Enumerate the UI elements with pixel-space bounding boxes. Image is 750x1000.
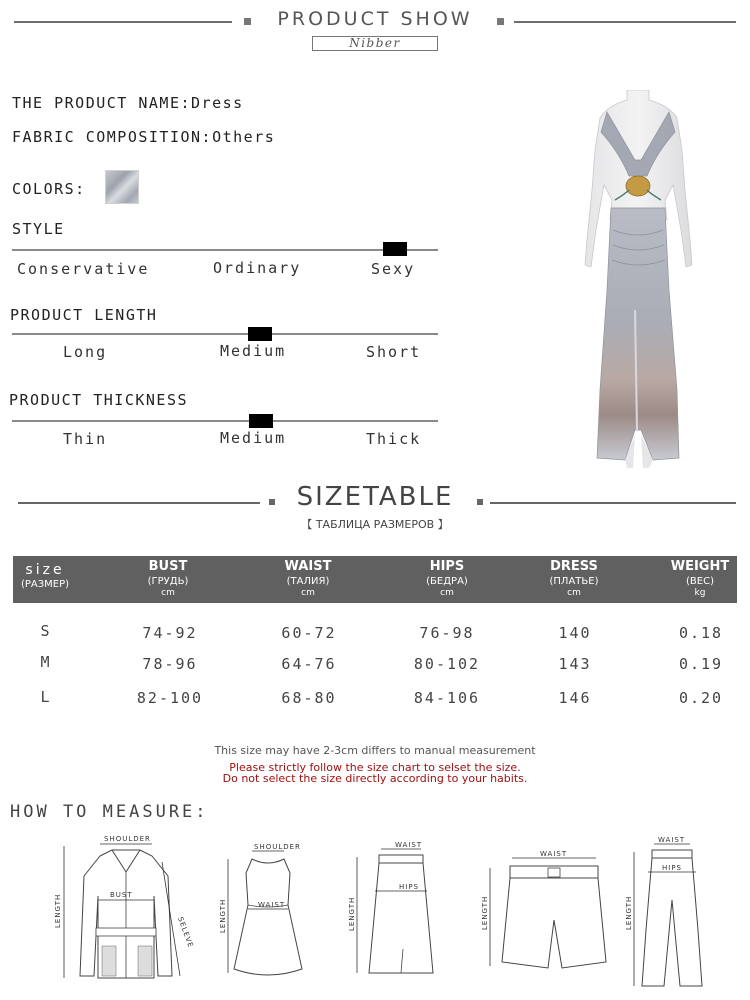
label-shoulder: SHOULDER: [104, 835, 151, 843]
col-bust: [133, 556, 203, 603]
col-size-name: size: [25, 562, 65, 578]
label-waist: WAIST: [395, 841, 423, 849]
label-length: LENGTH: [481, 895, 489, 930]
col-dress-name: DRESS: [550, 559, 598, 574]
thickness-title: PRODUCT THICKNESS: [9, 391, 189, 409]
label-shoulder: SHOULDER: [254, 843, 301, 851]
col-hips-ru: (БЕДРА): [426, 576, 468, 587]
note-measurement: This size may have 2-3cm differs to manual measurement: [214, 744, 536, 757]
sizetable-bullet-left: [269, 499, 275, 505]
sizetable-subtitle: 【 ТАБЛИЦА РАЗМЕРОВ 】: [301, 518, 449, 531]
thickness-option-thin: Thin: [63, 430, 108, 448]
product-name-value: Dress: [191, 94, 244, 112]
col-size-ru: (РАЗМЕР): [20, 579, 70, 590]
col-waist-name: WAIST: [284, 559, 332, 574]
col-bust-name: BUST: [148, 559, 188, 574]
col-hips: [411, 556, 483, 603]
table-cell-dress: 143: [558, 655, 592, 673]
header-rule-right: [514, 21, 736, 23]
table-cell-weight: 0.19: [678, 655, 724, 673]
sizetable-header: [0, 482, 750, 532]
fabric-label: FABRIC COMPOSITION:: [12, 128, 213, 146]
style-title: STYLE: [12, 220, 65, 238]
sizetable-title: SIZETABLE: [296, 482, 454, 512]
table-cell-size: M: [40, 653, 52, 671]
col-weight-name: WEIGHT: [670, 559, 730, 574]
label-waist: WAIST: [258, 901, 286, 909]
fabric-value: Others: [212, 128, 276, 146]
table-cell-hips: 76-98: [419, 624, 475, 642]
sizetable-bullet-right: [477, 499, 483, 505]
length-title: PRODUCT LENGTH: [10, 306, 158, 324]
table-cell-waist: 60-72: [281, 624, 337, 642]
table-cell-bust: 74-92: [142, 624, 198, 642]
col-bust-ru: (ГРУДЬ): [147, 576, 189, 587]
col-weight-unit: kg: [694, 588, 706, 598]
table-cell-dress: 140: [558, 624, 592, 642]
product-show-header: [0, 8, 750, 58]
thickness-option-medium: Medium: [220, 429, 287, 447]
label-waist: WAIST: [658, 836, 686, 844]
col-waist: [272, 556, 344, 603]
table-cell-bust: 82-100: [136, 689, 204, 707]
shorts-diagram: [478, 850, 618, 984]
sizetable-rule-right: [490, 502, 736, 504]
style-option-ordinary: Ordinary: [213, 259, 302, 277]
table-cell-hips: 80-102: [413, 655, 481, 673]
length-option-short: Short: [366, 343, 422, 361]
note-warning-2: Do not select the size directly according to your habits.: [222, 772, 528, 785]
how-to-measure-title: HOW TO MEASURE:: [10, 802, 209, 822]
col-weight: [663, 556, 737, 603]
label-bust: BUST: [110, 891, 133, 899]
col-waist-ru: (ТАЛИЯ): [286, 576, 330, 587]
header-title: PRODUCT SHOW: [277, 8, 473, 30]
colors-label: COLORS:: [12, 180, 86, 198]
table-cell-dress: 146: [558, 689, 592, 707]
brand-label: Nibber: [312, 36, 438, 51]
col-size: [13, 556, 77, 603]
note-warning-1: Please strictly follow the size chart to selset the size.: [229, 761, 521, 774]
table-cell-weight: 0.20: [678, 689, 724, 707]
col-hips-unit: cm: [440, 588, 454, 598]
label-length: LENGTH: [348, 896, 356, 931]
table-cell-hips: 84-106: [413, 689, 481, 707]
label-length: LENGTH: [54, 893, 62, 928]
table-cell-waist: 68-80: [281, 689, 337, 707]
label-length: LENGTH: [625, 895, 633, 930]
table-cell-weight: 0.18: [678, 624, 724, 642]
product-name-label: THE PRODUCT NAME:: [12, 94, 192, 112]
product-name-row: [12, 94, 244, 112]
table-cell-waist: 64-76: [281, 655, 337, 673]
length-option-medium: Medium: [220, 342, 287, 360]
header-rule-left: [14, 21, 232, 23]
product-photo[interactable]: [545, 90, 730, 470]
fabric-row: [12, 128, 275, 146]
col-bust-unit: cm: [161, 588, 175, 598]
pants-diagram: [622, 836, 722, 994]
size-table-header-row: [13, 556, 737, 603]
col-dress: [539, 556, 609, 603]
label-hips: HIPS: [662, 864, 682, 872]
table-cell-size: L: [40, 688, 52, 706]
thickness-selector: [249, 414, 273, 428]
color-swatch[interactable]: [105, 170, 139, 204]
header-bullet-right: [497, 18, 504, 25]
length-scale-line: [12, 333, 438, 335]
table-cell-size: S: [40, 622, 52, 640]
col-weight-ru: (ВЕС): [686, 576, 714, 587]
sizetable-rule-left: [18, 502, 260, 504]
style-scale-line: [12, 249, 438, 251]
col-hips-name: HIPS: [429, 559, 465, 574]
length-option-long: Long: [63, 343, 108, 361]
col-dress-unit: cm: [567, 588, 581, 598]
table-cell-bust: 78-96: [142, 655, 198, 673]
col-waist-unit: cm: [301, 588, 315, 598]
label-sleeve: SELEVE: [176, 915, 195, 950]
header-bullet-left: [244, 18, 251, 25]
label-waist: WAIST: [540, 850, 568, 858]
thickness-scale-line: [12, 420, 438, 422]
skirt-diagram: [343, 841, 443, 989]
style-option-sexy: Sexy: [371, 260, 416, 278]
length-selector: [248, 327, 272, 341]
label-length: LENGTH: [219, 898, 227, 933]
col-dress-ru: (ПЛАТЬЕ): [549, 576, 599, 587]
jacket-diagram: [50, 836, 210, 990]
label-hips: HIPS: [399, 883, 419, 891]
style-option-conservative: Conservative: [17, 260, 150, 278]
dress-diagram: [218, 843, 318, 987]
thickness-option-thick: Thick: [366, 430, 422, 448]
style-selector: [383, 242, 407, 256]
